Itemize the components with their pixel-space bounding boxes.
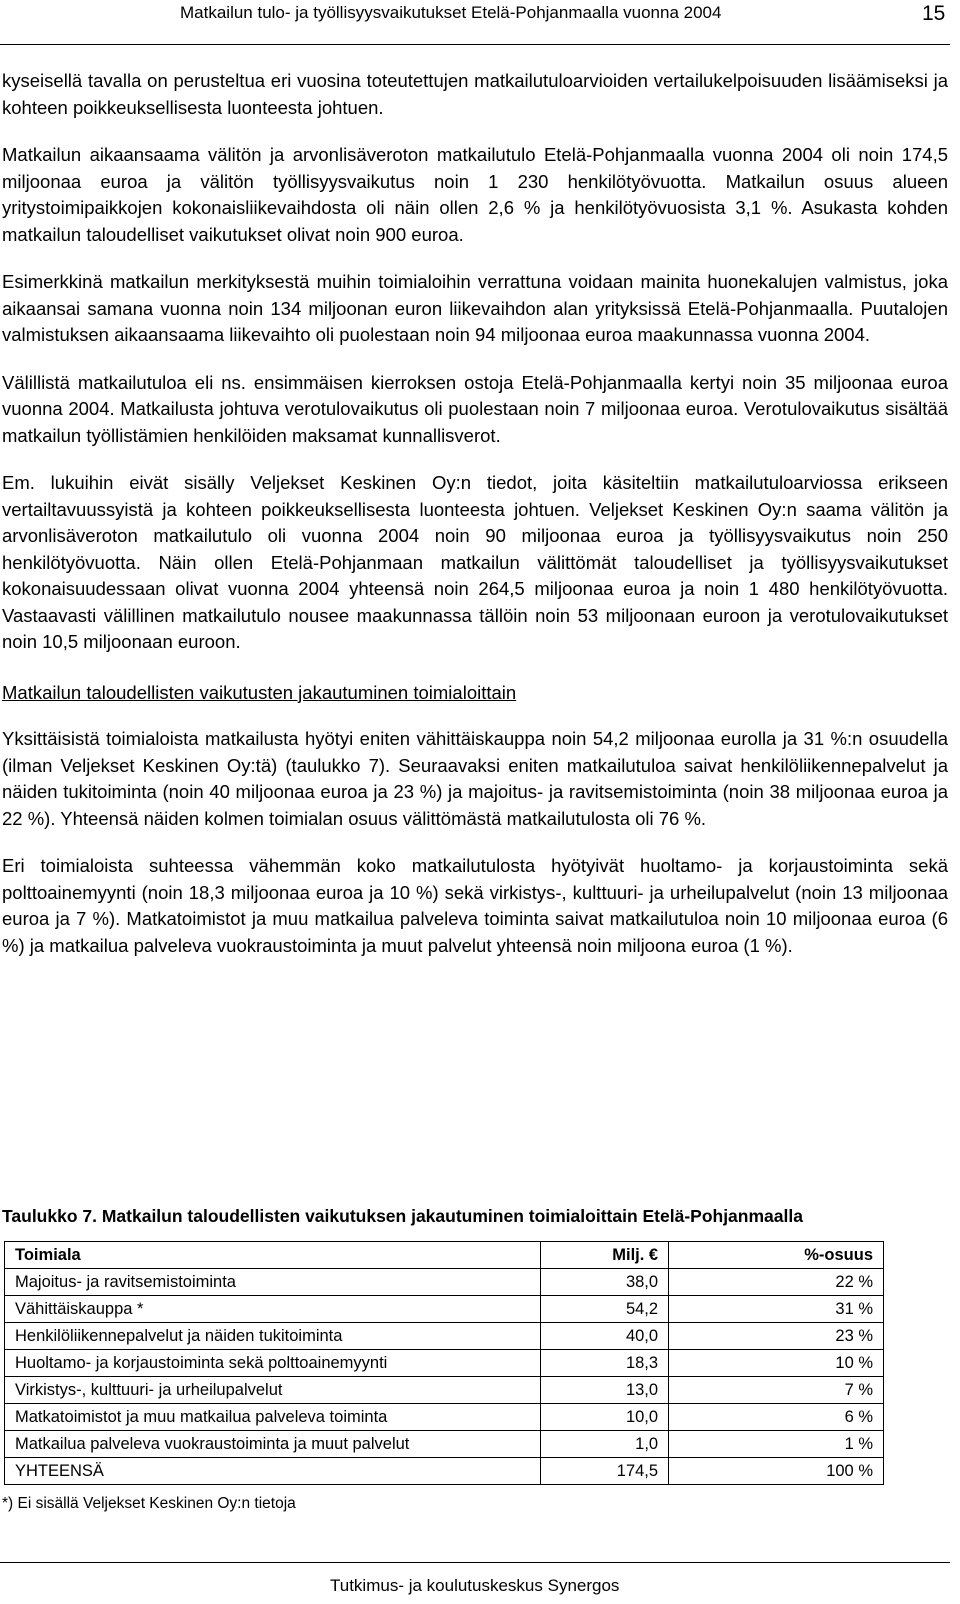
cell-value: 54,2	[540, 1296, 668, 1323]
table-footnote: *) Ei sisällä Veljekset Keskinen Oy:n tietoja	[2, 1495, 296, 1512]
cell-value: 1,0	[540, 1431, 668, 1458]
paragraph: Välillistä matkailutuloa eli ns. ensimmäisen kierroksen ostoja Etelä-Pohjanmaalla kertyi noin 35 miljoonaa euroa vuonna 2004. Matkailusta johtuva verotulovaikutus oli puolestaan noin 7 miljoonaa euroa. Verotulovaikutus sisältää matkailun työllistämien henkilöiden maksamat kunnallisverot.	[2, 371, 948, 446]
cell-value: 38,0	[540, 1269, 668, 1296]
cell-share: 10 %	[669, 1350, 884, 1377]
table-row	[5, 1350, 884, 1377]
cell-industry: Huoltamo- ja korjaustoiminta sekä polttoainemyynti	[5, 1350, 541, 1377]
column-header-osuus: %-osuus	[669, 1242, 884, 1269]
page-header	[0, 0, 960, 50]
paragraph: Esimerkkinä matkailun merkityksestä muihin toimialoihin verrattuna voidaan mainita huonekalujen valmistus, joka aikaansai samana vuonna noin 134 miljoonan euron liikevaihdon alan yrityksissä Etelä-Pohjanmaalla. Puutalojen valmistuksen aikaansaama liikevaihto oli puolestaan noin 94 miljoonaa euroa maakunnassa vuonna 2004.	[2, 271, 948, 345]
table-row	[5, 1377, 884, 1404]
cell-value: 18,3	[540, 1350, 668, 1377]
column-header-toimiala: Toimiala	[5, 1242, 541, 1269]
paragraph: Em. lukuihin eivät sisälly Veljekset Keskinen Oy:n tiedot, joita käsiteltiin matkailutuloarviossa erikseen vertailtavuussyistä ja kohteen poikkeuksellisesta luonteesta johtuen. Veljekset Keskinen Oy:n saama välitön ja arvonlisäveroton matkailutulo oli vuonna 2004 noin 90 miljoonaa euroa ja työllisyysvaikutus noin 250 henkilötyövuotta. Näin ollen Etelä-Pohjanmaan matkailun välittömät taloudelliset ja työllisyysvaikutukset kokonaisuudessaan olivat vuonna 2004 yhteensä noin 264,5 miljoonaa euroa ja noin 1 480 henkilötyövuotta. Vastaavasti välillinen matkailutulo nousee maakunnassa tällöin noin 53 miljoonaan euroon ja verotulovaikutukset noin 10,5 miljoonaan euroon.	[2, 472, 948, 652]
section-heading: Matkailun taloudellisten vaikutusten jakautuminen toimialoittain	[2, 681, 517, 703]
table-header-row	[5, 1242, 884, 1269]
cell-share: 23 %	[669, 1323, 884, 1350]
column-header-milj: Milj. €	[540, 1242, 668, 1269]
cell-share: 31 %	[669, 1296, 884, 1323]
page-number: 15	[922, 2, 946, 25]
cell-value: 13,0	[540, 1377, 668, 1404]
table-total-row	[5, 1458, 884, 1485]
cell-industry: Virkistys-, kulttuuri- ja urheilupalvelut	[5, 1377, 541, 1404]
table-row	[5, 1269, 884, 1296]
header-divider	[0, 44, 950, 45]
cell-industry: Vähittäiskauppa *	[5, 1296, 541, 1323]
paragraph: Matkailun aikaansaama välitön ja arvonlisäveroton matkailutulo Etelä-Pohjanmaalla vuonna 2004 oli noin 174,5 miljoonaa euroa ja välitön työllisyysvaikutus noin 1 230 henkilötyövuotta. Matkailun osuus alueen yritystoimipaikkojen kokonaisliikevaihdosta oli näin ollen 2,6 % ja henkilötyövuosista 3,1 %. Asukasta kohden matkailun taloudelliset vaikutukset olivat noin 900 euroa.	[2, 144, 948, 245]
cell-industry: Henkilöliikennepalvelut ja näiden tukitoiminta	[5, 1323, 541, 1350]
body-text	[2, 68, 948, 980]
table-row	[5, 1404, 884, 1431]
cell-value: 10,0	[540, 1404, 668, 1431]
table-row	[5, 1431, 884, 1458]
cell-total-share: 100 %	[669, 1458, 884, 1485]
cell-share: 6 %	[669, 1404, 884, 1431]
paragraph: Yksittäisistä toimialoista matkailusta hyötyi eniten vähittäiskauppa noin 54,2 miljoonaa eurolla ja 31 %:n osuudella (ilman Veljekset Keskinen Oy:tä) (taulukko 7). Seuraavaksi eniten matkailutuloa saivat henkilöliikennepalvelut ja näiden tukitoiminta (noin 40 miljoonaa euroa ja 23 %) ja majoitus- ja ravitsemistoiminta (noin 38 miljoonaa euroa ja 22 %). Yhteensä näiden kolmen toimialan osuus välittömästä matkailutulosta oli 76 %.	[2, 728, 948, 829]
cell-total-label: YHTEENSÄ	[5, 1458, 541, 1485]
paragraph: kyseisellä tavalla on perusteltua eri vuosina toteutettujen matkailutuloarvioiden vertailukelpoisuuden lisäämiseksi ja kohteen poikkeuksellisesta luonteesta johtuen.	[2, 70, 948, 118]
footer-organization: Tutkimus- ja koulutuskeskus Synergos	[330, 1576, 620, 1595]
table-caption: Taulukko 7. Matkailun taloudellisten vaikutuksen jakautuminen toimialoittain Etelä-Pohjanmaalla	[2, 1206, 803, 1226]
running-title: Matkailun tulo- ja työllisyysvaikutukset Etelä-Pohjanmaalla vuonna 2004	[180, 3, 722, 22]
cell-share: 1 %	[669, 1431, 884, 1458]
cell-industry: Majoitus- ja ravitsemistoiminta	[5, 1269, 541, 1296]
industry-table	[4, 1241, 884, 1485]
cell-total-value: 174,5	[540, 1458, 668, 1485]
cell-share: 22 %	[669, 1269, 884, 1296]
table-row	[5, 1323, 884, 1350]
footer-divider	[0, 1562, 950, 1563]
cell-industry: Matkailua palveleva vuokraustoiminta ja muut palvelut	[5, 1431, 541, 1458]
table-row	[5, 1296, 884, 1323]
cell-value: 40,0	[540, 1323, 668, 1350]
cell-industry: Matkatoimistot ja muu matkailua palveleva toiminta	[5, 1404, 541, 1431]
cell-share: 7 %	[669, 1377, 884, 1404]
paragraph: Eri toimialoista suhteessa vähemmän koko matkailutulosta hyötyivät huoltamo- ja korjaustoiminta sekä polttoainemyynti (noin 18,3 miljoonaa euroa ja 10 %) sekä virkistys-, kulttuuri- ja urheilupalvelut (noin 13 miljoonaa euroa ja 7 %). Matkatoimistot ja muu matkailua palveleva toiminta saivat matkailutuloa noin 10 miljoonaa euroa (6 %) ja matkailua palveleva vuokraustoiminta ja muut palvelut yhteensä noin miljoona euroa (1 %).	[2, 855, 948, 956]
